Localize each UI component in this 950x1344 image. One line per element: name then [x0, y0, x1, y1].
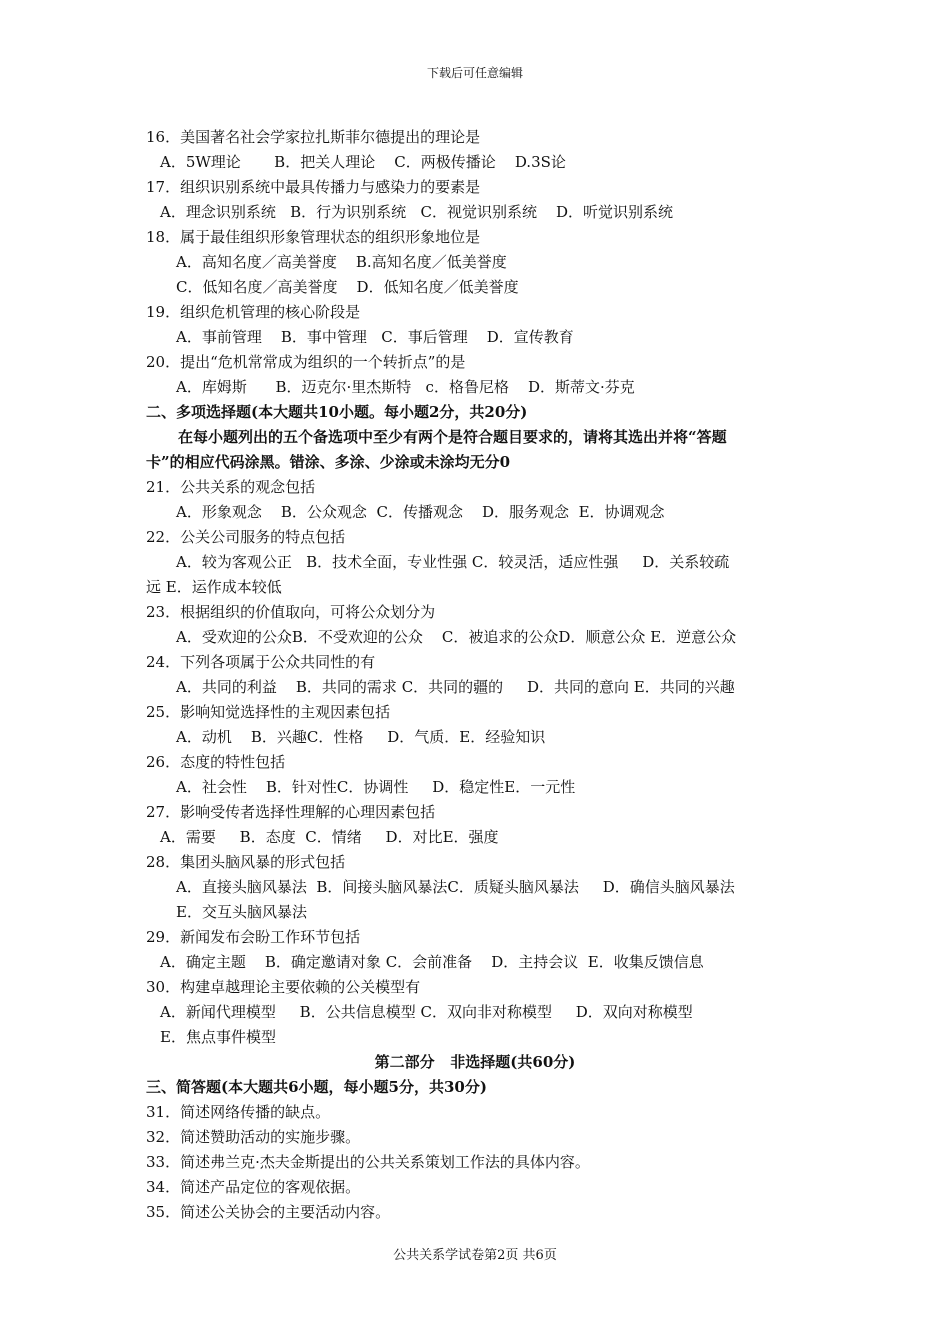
options-23: A．受欢迎的公众B．不受欢迎的公众 C．被追求的公众D．顺意公众 E．逆意公众 — [176, 628, 737, 646]
question-17: 17．组织识别系统中最具传播力与感染力的要素是 — [146, 178, 481, 196]
question-16: 16．美国著名社会学家拉扎斯菲尔德提出的理论是 — [146, 128, 481, 146]
question-34: 34．简述产品定位的客观依据。 — [146, 1178, 361, 1196]
question-22: 22．公关公司服务的特点包括 — [146, 528, 346, 546]
options-28b: E．交互头脑风暴法 — [176, 903, 307, 921]
part-2-title: 第二部分 非选择题(共60分) — [374, 1053, 576, 1071]
page-header: 下载后可任意编辑 — [426, 66, 523, 80]
question-32: 32．简述赞助活动的实施步骤。 — [146, 1128, 361, 1146]
question-30: 30．构建卓越理论主要依赖的公关模型有 — [146, 978, 421, 996]
options-22a: A．较为客观公正 B．技术全面，专业性强 C．较灵活，适应性强 D．关系较疏 — [176, 553, 730, 571]
question-29: 29．新闻发布会盼工作环节包括 — [146, 928, 361, 946]
options-22b: 远 E．运作成本较低 — [146, 578, 282, 596]
question-20: 20．提出“危机常常成为组织的一个转折点”的是 — [146, 353, 466, 371]
options-25: A．动机 B．兴趣C．性格 D．气质．E．经验知识 — [176, 728, 546, 746]
options-30b: E．焦点事件模型 — [160, 1028, 276, 1046]
question-35: 35．简述公关协会的主要活动内容。 — [146, 1203, 391, 1221]
section-2-title: 二、多项选择题(本大题共10小题。每小题2分，共20分) — [146, 403, 528, 421]
options-30a: A．新闻代理模型 B．公共信息模型 C．双向非对称模型 D．双向对称模型 — [160, 1003, 693, 1021]
question-31: 31．简述网络传播的缺点。 — [146, 1103, 331, 1121]
question-19: 19．组织危机管理的核心阶段是 — [146, 303, 361, 321]
options-20: A．库姆斯 B．迈克尔·里杰斯特 c．格鲁尼格 D．斯蒂文·芬克 — [176, 378, 635, 396]
options-24: A．共同的利益 B．共同的需求 C．共同的疆的 D．共同的意向 E．共同的兴趣 — [176, 678, 735, 696]
question-23: 23．根据组织的价值取向，可将公众划分为 — [146, 603, 436, 621]
question-24: 24．下列各项属于公众共同性的有 — [146, 653, 376, 671]
page-footer: 公共关系学试卷第2页 共6页 — [393, 1248, 557, 1263]
options-27: A．需要 B．态度 C．情绪 D．对比E．强度 — [160, 828, 499, 846]
question-18: 18．属于最佳组织形象管理状态的组织形象地位是 — [146, 228, 481, 246]
options-29: A．确定主题 B．确定邀请对象 C．会前准备 D．主持会议 E．收集反馈信息 — [160, 953, 704, 971]
options-17: A．理念识别系统 B．行为识别系统 C．视觉识别系统 D．听觉识别系统 — [160, 203, 674, 221]
section-3-title: 三、简答题(本大题共6小题，每小题5分，共30分) — [146, 1078, 487, 1096]
question-25: 25．影响知觉选择性的主观因素包括 — [146, 703, 391, 721]
question-33: 33．简述弗兰克·杰夫金斯提出的公共关系策划工作法的具体内容。 — [146, 1153, 590, 1171]
options-18b: C．低知名度／高美誉度 D．低知名度／低美誉度 — [176, 278, 519, 296]
question-21: 21．公共关系的观念包括 — [146, 478, 316, 496]
options-19: A．事前管理 B．事中管理 C．事后管理 D．宣传教育 — [176, 328, 574, 346]
options-21: A．形象观念 B．公众观念 C．传播观念 D．服务观念 E．协调观念 — [176, 503, 665, 521]
options-16: A．5W理论 B．把关人理论 C．两极传播论 D.3S论 — [160, 153, 566, 171]
question-28: 28．集团头脑风暴的形式包括 — [146, 853, 346, 871]
options-26: A．社会性 B．针对性C．协调性 D．稳定性E．一元性 — [176, 778, 576, 796]
options-18a: A．高知名度／高美誉度 B.高知名度／低美誉度 — [176, 253, 507, 271]
section-2-instruction-2: 卡”的相应代码涂黑。错涂、多涂、少涂或未涂均无分0 — [146, 453, 511, 471]
question-26: 26．态度的特性包括 — [146, 753, 286, 771]
question-27: 27．影响受传者选择性理解的心理因素包括 — [146, 803, 436, 821]
section-2-instruction-1: 在每小题列出的五个备选项中至少有两个是符合题目要求的，请将其选出并将“答题 — [178, 428, 727, 446]
options-28a: A．直接头脑风暴法 B．间接头脑风暴法C．质疑头脑风暴法 D．确信头脑风暴法 — [176, 878, 735, 896]
exam-content — [0, 125, 950, 1225]
